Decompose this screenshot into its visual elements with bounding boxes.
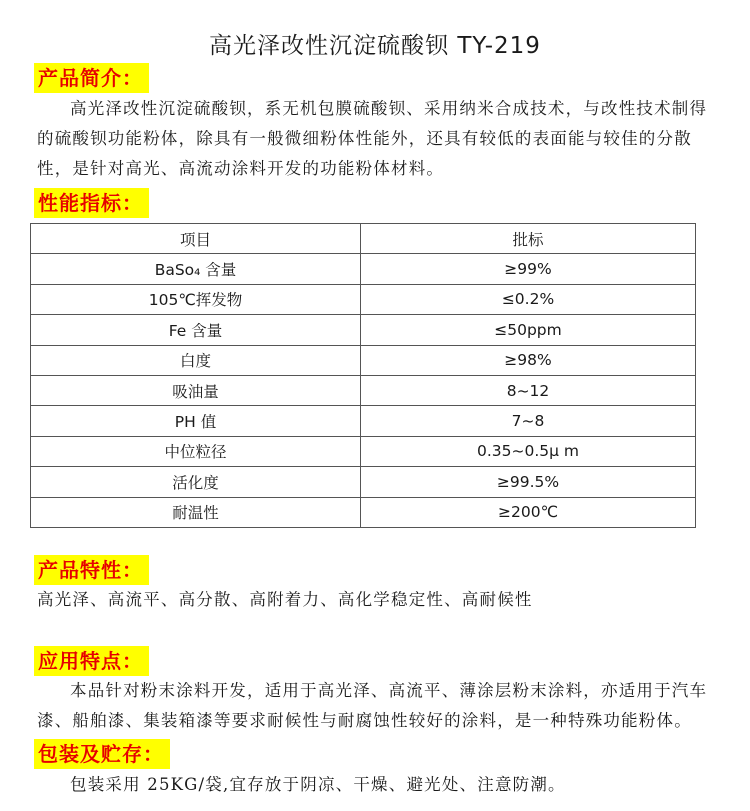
table-row [31, 497, 696, 527]
spec-table-header-row [31, 224, 696, 254]
column-header-item: 项目 [31, 224, 361, 254]
spec-item-cell: BaSo₄ 含量 [31, 254, 361, 284]
packaging-paragraph [37, 770, 717, 800]
page-title: 高光泽改性沉淀硫酸钡 TY-219 [209, 33, 541, 59]
table-row [31, 375, 696, 405]
spec-item-cell: 耐温性 [31, 497, 361, 527]
column-header-value: 批标 [361, 224, 696, 254]
spec-item-cell: 吸油量 [31, 375, 361, 405]
spec-value-cell: 7~8 [361, 406, 696, 436]
table-row [31, 284, 696, 314]
spec-value-cell: ≤0.2% [361, 284, 696, 314]
spec-value-cell: ≥99% [361, 254, 696, 284]
spec-value-cell: ≥200℃ [361, 497, 696, 527]
spec-item-cell: Fe 含量 [31, 315, 361, 345]
spec-value-cell: ≤50ppm [361, 315, 696, 345]
table-row [31, 467, 696, 497]
spec-value-cell: 0.35~0.5μ m [361, 436, 696, 466]
spec-value-cell: 8~12 [361, 375, 696, 405]
table-row [31, 345, 696, 375]
spec-table [30, 223, 696, 528]
table-row [31, 254, 696, 284]
intro-text: 高光泽改性沉淀硫酸钡，系无机包膜硫酸钡、采用纳米合成技术，与改性技术制得的硫酸钡功能粉体，除具有一般微细粉体性能外，还具有较低的表面能与较佳的分散性，是针对高光、高流动涂料开发的功能粉体材料。 [37, 99, 708, 178]
spec-value-cell: ≥99.5% [361, 467, 696, 497]
table-row [31, 315, 696, 345]
table-row [31, 406, 696, 436]
spec-value-cell: ≥98% [361, 345, 696, 375]
applications-text: 本品针对粉末涂料开发，适用于高光泽、高流平、薄涂层粉末涂料，亦适用于汽车漆、船舶漆、集装箱漆等要求耐候性与耐腐蚀性较好的涂料，是一种特殊功能粉体。 [37, 681, 708, 730]
intro-heading: 产品简介： [34, 63, 149, 93]
table-row [31, 436, 696, 466]
packaging-text: 包装采用 25KG/袋,宜存放于阴凉、干燥、避光处、注意防潮。 [70, 775, 566, 794]
spec-item-cell: 活化度 [31, 467, 361, 497]
packaging-heading: 包装及贮存： [34, 739, 170, 769]
features-text: 高光泽、高流平、高分散、高附着力、高化学稳定性、高耐候性 [37, 590, 533, 609]
spec-item-cell: 白度 [31, 345, 361, 375]
spec-item-cell: 中位粒径 [31, 436, 361, 466]
spec-item-cell: 105℃挥发物 [31, 284, 361, 314]
spec-item-cell: PH 值 [31, 406, 361, 436]
applications-heading: 应用特点： [34, 646, 149, 676]
specs-heading: 性能指标： [34, 188, 149, 218]
intro-paragraph [37, 94, 717, 184]
features-heading: 产品特性： [34, 555, 149, 585]
applications-paragraph [37, 676, 717, 736]
